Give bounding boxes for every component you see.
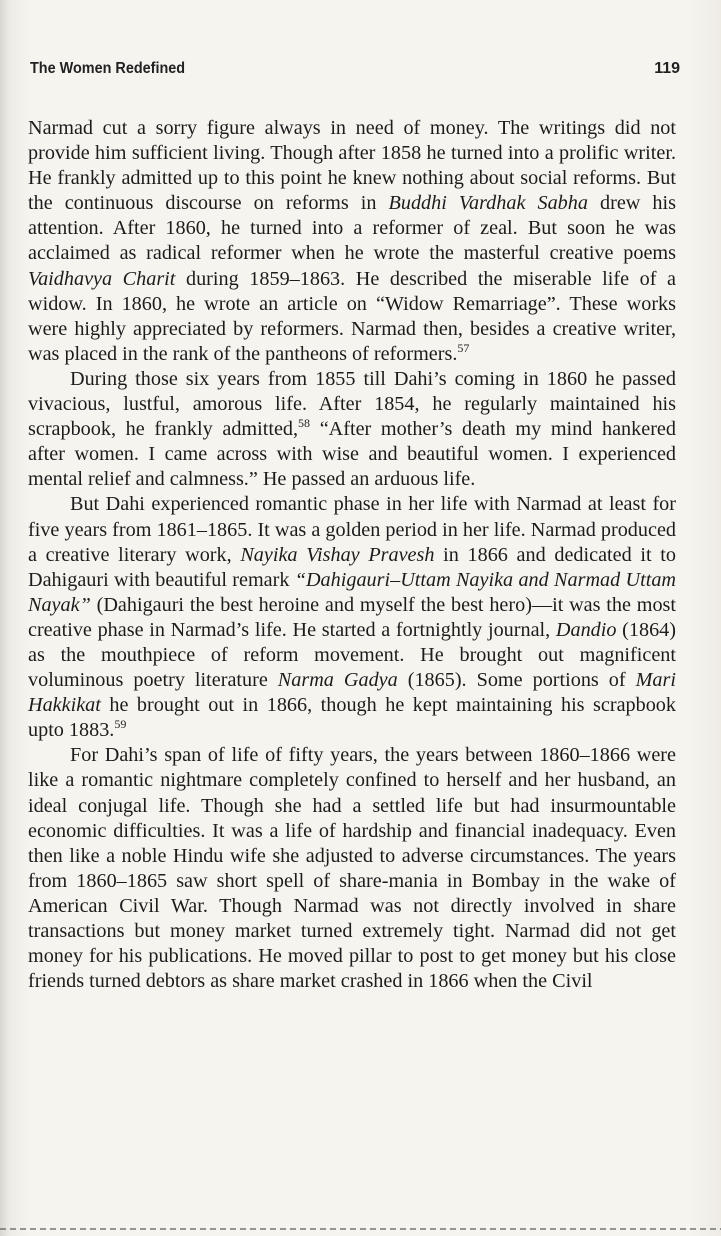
- body-text: [28, 116, 676, 994]
- text-run: But Dahi experienced romantic phase in her life with Narmad at least for five years from 1861–1865. It was a golden period in her life. Narmad produced a creative literary work,: [28, 493, 676, 566]
- running-head: The Women Redefined: [30, 60, 186, 77]
- page-number: 119: [654, 60, 680, 77]
- text-run: (1864) as the mouthpiece of reform movement. He brought out magnificent voluminous poetry literature: [28, 618, 676, 692]
- text-run: Narmad cut a sorry figure always in need of money. The writings did not provide him sufficient living. Though after 1858 he turned into a prolific writer. He frankly admitted up to this point he knew nothing about social reforms. But the continuous discourse on reforms in: [28, 117, 676, 215]
- text-run: (1865). Some portions of: [397, 669, 636, 692]
- text-run: in 1866 and dedicated it to Dahigauri with beautiful remark: [28, 543, 676, 591]
- italic-title: Buddhi Vardhak Sabha: [388, 192, 588, 215]
- page-bottom-edge: [0, 1228, 721, 1230]
- italic-title: Narma Gadya: [277, 669, 398, 692]
- italic-title: Nayika Vishay Pravesh: [240, 543, 435, 566]
- footnote-marker: 57: [457, 340, 470, 355]
- footnote-marker: 59: [114, 717, 127, 732]
- text-run: For Dahi’s span of life of fifty years, the years between 1860–1866 were like a romantic nightmare completely confined to herself and her husband, an ideal conjugal life. Though she had a settled life but had insurmountable economic difficulties. It was a life of hardship and financial inadequacy. Even then like a noble Hindu wife she adjusted to adverse circumstances. The years from 1860–1865 saw short spell of share-mania in Bombay in the wake of American Civil War. Though Narmad was not directly involved in share transactions but money market turned extremely tight. Narmad did not get money for his publications. He moved pillar to post to get money but his close friends turned debtors as share market crashed in 1866 when the Civil: [28, 744, 676, 993]
- paragraph: [28, 492, 676, 743]
- text-run: During those six years from 1855 till Dahi’s coming in 1860 he passed vivacious, lustful, amorous life. After 1854, he regularly maintained his scrapbook, he frankly admitted,: [28, 367, 676, 441]
- footnote-marker: 58: [298, 416, 311, 431]
- text-run: he brought out in 1866, though he kept maintaining his scrapbook upto 1883.: [28, 694, 676, 742]
- paragraph: [28, 116, 676, 367]
- text-run: drew his attention. After 1860, he turned into a reformer of zeal. But soon he was acclaimed as radical reformer when he wrote the masterful creative poems: [28, 192, 676, 265]
- paragraph: [28, 743, 676, 994]
- text-run: (Dahigauri the best heroine and myself the best hero)—it was the most creative phase in Narmad’s life. He started a fortnightly journal,: [28, 593, 676, 641]
- italic-title: Mari Hakkikat: [28, 669, 676, 717]
- page-header: [30, 56, 680, 82]
- italic-title: “Dahigauri–Uttam Nayika and Narmad Uttam Nayak”: [28, 568, 676, 616]
- italic-title: Vaidhavya Charit: [28, 267, 176, 290]
- text-run: “After mother’s death my mind hankered after women. I came across with wise and beautiful women. I experienced mental relief and calmness.” He passed an arduous life.: [28, 418, 676, 491]
- paragraph: [28, 367, 676, 492]
- italic-title: Dandio: [555, 618, 617, 641]
- text-run: during 1859–1863. He described the miserable life of a widow. In 1860, he wrote an article on “Widow Remarriage”. These works were highly appreciated by reformers. Narmad then, besides a creative writer, was placed in the rank of the pantheons of reformers.: [28, 267, 676, 365]
